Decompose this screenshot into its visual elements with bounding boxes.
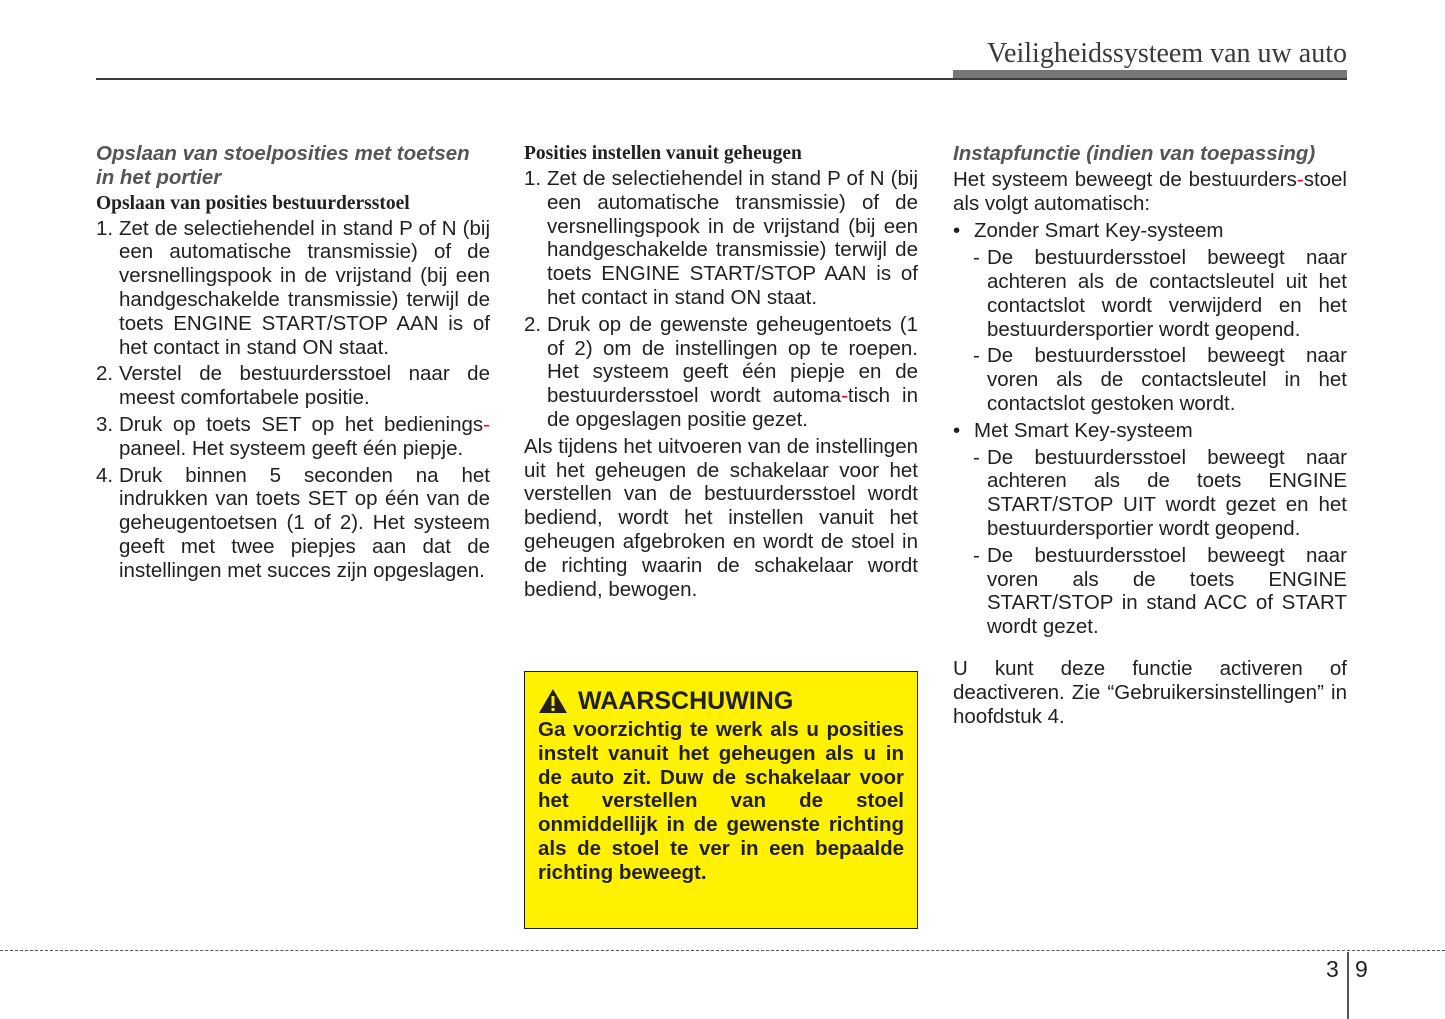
dash-item	[973, 246, 1347, 341]
dash-item	[973, 446, 1347, 541]
bullet-item	[953, 419, 1347, 443]
step-text	[547, 313, 918, 432]
recall-interrupt-paragraph: Als tijdens het uitvoeren van de instellingen uit het geheugen de schakelaar voor het verstellen van de bestuurdersstoel wordt bediend, wordt het instellen vanuit het geheugen afgebroken en wordt de stoel in de richting waarin de schakelaar wordt bediend, bewogen.	[524, 434, 918, 601]
warning-title	[538, 686, 904, 716]
hyphen-mark: -	[1296, 167, 1304, 191]
step-text-part: Druk op toets SET op het bedienings	[119, 412, 484, 436]
step-number: 3.	[96, 412, 114, 436]
list-item	[96, 464, 490, 583]
page-number-separator	[1347, 952, 1349, 1019]
step-number: 4.	[96, 463, 114, 487]
step-text	[119, 413, 490, 461]
bullet-label: Zonder Smart Key-systeem	[974, 219, 1224, 243]
intro-text-part: stoel als volgt automatisch:	[953, 167, 1347, 215]
step-number: 2.	[524, 312, 542, 336]
recall-steps-list	[524, 167, 918, 432]
warning-triangle-icon	[538, 688, 568, 714]
column-left	[96, 142, 490, 586]
dash-mark: -	[973, 445, 980, 469]
bullet-dot-icon: •	[953, 219, 961, 243]
step-text: Zet de selectiehendel in stand P of N (bij een automatische transmissie) of de versnellingspook in de vrijstand (bij een handgeschakelde transmissie) terwijl de toets ENGINE START/STOP AAN is of het contact in stand ON staat.	[119, 216, 490, 359]
step-text-part: tisch in de opgeslagen positie gezet.	[547, 384, 918, 431]
intro-text-part: Het systeem beweegt de bestuurders	[953, 167, 1297, 191]
step-text: Zet de selectiehendel in stand P of N (bij een automatische transmissie) of de versnellingspook in de vrijstand (bij een handgeschakelde transmissie) terwijl de toets ENGINE START/STOP AAN is of het contact in stand ON staat.	[547, 167, 918, 309]
dash-mark: -	[973, 246, 980, 270]
column-middle	[524, 142, 918, 605]
hyphen-mark: -	[483, 412, 490, 436]
dash-mark: -	[973, 543, 980, 567]
dash-text: De bestuurdersstoel beweegt naar achteren als de toets ENGINE START/STOP UIT wordt gezet en het bestuurdersportier wordt geopend.	[987, 445, 1347, 540]
dash-text: De bestuurdersstoel beweegt naar voren als de toets ENGINE START/STOP in stand ACC of START wordt gezet.	[987, 543, 1347, 639]
dash-item	[973, 344, 1347, 415]
chapter-number: 3	[1326, 956, 1339, 982]
list-item	[96, 413, 490, 461]
step-number: 2.	[96, 362, 114, 386]
warning-body: Ga voorzichtig te werk als u posities instelt vanuit het geheugen als u in de auto zit. Duw de schakelaar voor het verstellen van de stoel onmiddellijk in de gewenste richting als de stoel te ver in een bepaalde richting beweegt.	[538, 718, 904, 884]
dash-mark: -	[973, 344, 980, 368]
step-text: Druk binnen 5 seconden na het indrukken van toets SET op één van de geheugentoetsen (1 of 2). Het systeem geeft met twee piepjes aan dat de instellingen met succes zijn opgeslagen.	[119, 463, 490, 582]
step-text-part: Druk op de gewenste geheugentoets (1 of 2) om de instellingen op te roepen. Het systeem geeft één piepje en de bestuurdersstoel wordt automa	[547, 312, 918, 408]
entry-outro-paragraph: U kunt deze functie activeren of deactiveren. Zie “Gebruikersinstellingen” in hoofdstuk 4.	[953, 656, 1347, 728]
list-item	[96, 362, 490, 410]
step-text-part: paneel. Het systeem geeft één piepje.	[119, 436, 464, 460]
section-heading-entry-function: Instapfunctie (indien van toepassing)	[953, 142, 1316, 165]
dash-item	[973, 544, 1347, 639]
bullet-label: Met Smart Key-systeem	[974, 418, 1193, 442]
footer-dashed-rule	[0, 950, 1445, 951]
entry-intro-paragraph	[953, 168, 1347, 216]
page-number: 9	[1355, 956, 1368, 982]
dash-text: De bestuurdersstoel beweegt naar achteren als de contactsleutel uit het contactslot wordt verwijderd en het bestuurdersportier wordt geopend.	[987, 246, 1347, 341]
step-number: 1.	[524, 167, 542, 190]
subheading-store-driver-seat: Opslaan van posities bestuurdersstoel	[96, 192, 410, 214]
store-steps-list	[96, 217, 490, 583]
step-text: Verstel de bestuurdersstoel naar de meest comfortabele positie.	[119, 362, 490, 410]
step-number: 1.	[96, 216, 114, 240]
column-right	[953, 142, 1347, 732]
dash-text: De bestuurdersstoel beweegt naar voren als de contactsleutel in het contactslot gestoken wordt.	[987, 344, 1347, 415]
list-item	[524, 313, 918, 432]
bullet-dot-icon: •	[953, 418, 961, 442]
warning-title-text: WAARSCHUWING	[578, 687, 794, 715]
section-heading-store-positions: Opslaan van stoelposities met toetsen in het portier	[96, 142, 470, 189]
list-item	[96, 217, 490, 360]
warning-box	[524, 671, 918, 929]
bullet-item	[953, 219, 1347, 243]
list-item	[524, 167, 918, 310]
header-rule	[96, 78, 1347, 80]
hyphen-mark: -	[841, 384, 848, 408]
page-header-title: Veiligheidssysteem van uw auto	[986, 38, 1347, 69]
subheading-recall-positions: Posities instellen vanuit geheugen	[524, 143, 802, 164]
